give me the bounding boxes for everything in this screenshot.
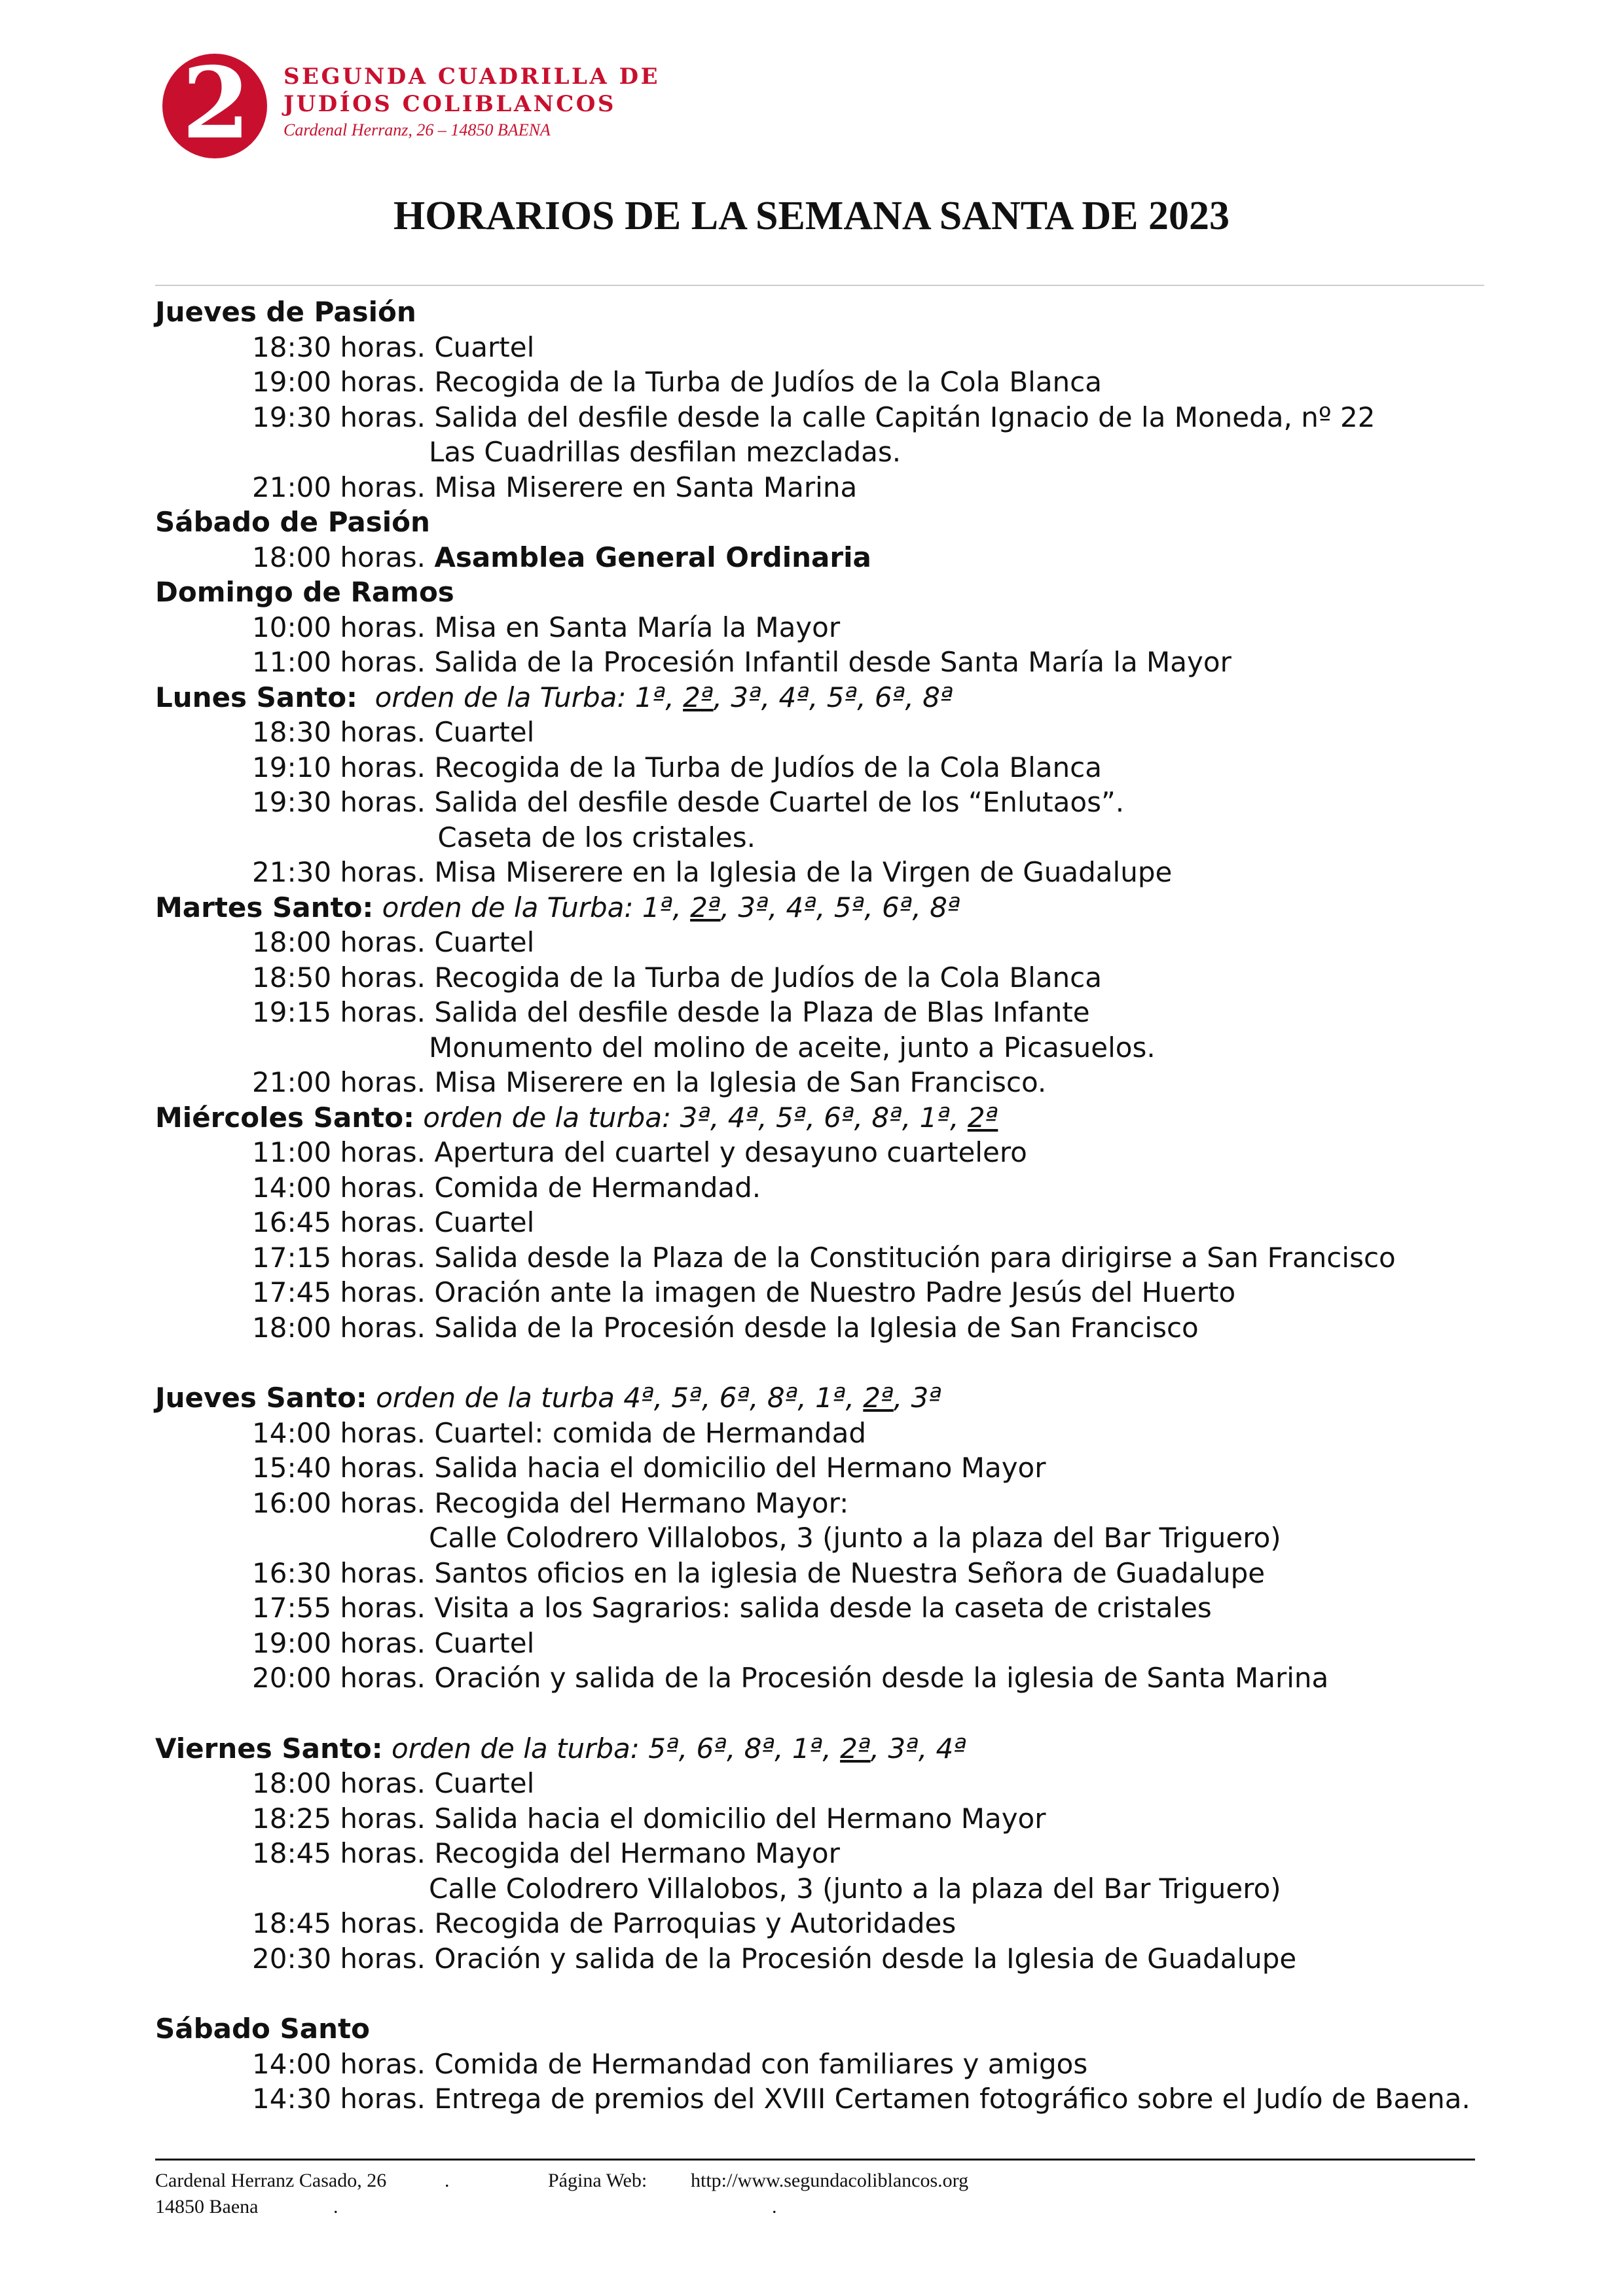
day-block	[155, 575, 1530, 680]
event-row	[155, 1556, 1530, 1591]
event-time: 19:30 horas.	[252, 786, 426, 818]
footer-web-label: Página Web:	[548, 2170, 647, 2191]
event-row	[155, 1486, 1530, 1521]
event-row	[155, 995, 1530, 1030]
event-description: Recogida de la Turba de Judíos de la Cola Blanca	[434, 961, 1103, 994]
event-time: 17:45 horas.	[252, 1276, 426, 1308]
event-time: 11:00 horas.	[252, 1136, 426, 1168]
event-description: Oración y salida de la Procesión desde la Iglesia de Guadalupe	[434, 1942, 1297, 1975]
event-time: 18:00 horas.	[252, 1311, 426, 1344]
event-row	[155, 1170, 1530, 1206]
turba-order-text: orden de la Turba: 1ª,	[374, 681, 684, 713]
day-name: Jueves Santo:	[155, 1382, 367, 1414]
day-block	[155, 890, 1530, 1100]
day-name: Domingo de Ramos	[155, 576, 454, 608]
event-time: 14:00 horas.	[252, 1416, 426, 1449]
event-time: 14:00 horas.	[252, 1171, 426, 1204]
event-description: Salida del desfile desde la Plaza de Blas Infante	[434, 996, 1090, 1028]
day-heading	[155, 1731, 1530, 1767]
event-time: 14:30 horas.	[252, 2083, 426, 2115]
day-heading	[155, 1380, 1530, 1416]
event-time: 20:30 horas.	[252, 1942, 426, 1975]
event-row	[155, 470, 1530, 505]
day-name: Jueves de Pasión	[155, 296, 416, 328]
event-description: Salida del desfile desde Cuartel de los “Enlutaos”.	[434, 786, 1125, 818]
footer-dot: .	[772, 2196, 777, 2217]
event-description: Comida de Hermandad.	[434, 1171, 761, 1204]
event-row	[155, 1660, 1530, 1696]
schedule	[155, 295, 1530, 2117]
event-row	[155, 960, 1530, 996]
turba-order-text: , 3ª, 4ª, 5ª, 6ª, 8ª	[720, 891, 960, 924]
brotherhood-logo-icon	[161, 52, 268, 160]
event-row	[155, 925, 1530, 960]
event-detail: Las Cuadrillas desfilan mezcladas.	[429, 436, 902, 468]
event-description: Cuartel	[434, 1767, 535, 1799]
event-time: 15:40 horas.	[252, 1452, 426, 1484]
event-description: Recogida del Hermano Mayor:	[434, 1486, 849, 1519]
turba-order-text: orden de la Turba: 1ª,	[382, 891, 691, 924]
event-time: 19:10 horas.	[252, 751, 426, 783]
logo-number: 2	[181, 52, 251, 160]
event-description: Cuartel	[434, 716, 535, 748]
event-time: 11:00 horas.	[252, 646, 426, 678]
turba-order	[392, 1732, 966, 1765]
order-spacer	[414, 1102, 423, 1134]
event-description: Cuartel	[434, 926, 535, 958]
event-row	[155, 1906, 1530, 1941]
footer-address-city: 14850 Baena	[155, 2196, 259, 2217]
turba-order-text: orden de la turba: 5ª, 6ª, 8ª, 1ª,	[391, 1732, 841, 1765]
event-row	[155, 1450, 1530, 1486]
organization-header	[283, 63, 660, 141]
event-row	[155, 2081, 1530, 2117]
event-description: Asamblea General Ordinaria	[434, 541, 871, 573]
event-time: 18:00 horas.	[252, 1767, 426, 1799]
turba-order-text: , 3ª	[893, 1382, 942, 1414]
event-row	[155, 1766, 1530, 1801]
event-time: 18:00 horas.	[252, 926, 426, 958]
event-detail: Caseta de los cristales.	[429, 821, 756, 853]
event-row	[155, 610, 1530, 645]
turba-order-text: , 3ª, 4ª, 5ª, 6ª, 8ª	[713, 681, 953, 713]
event-detail: Calle Colodrero Villalobos, 3 (junto a la plaza del Bar Triguero)	[429, 1872, 1281, 1905]
event-time: 19:00 horas.	[252, 366, 426, 398]
turba-order	[376, 1382, 941, 1414]
event-description: Cuartel	[434, 331, 535, 363]
day-name: Viernes Santo:	[155, 1732, 383, 1765]
event-time: 21:00 horas.	[252, 471, 426, 503]
event-row	[155, 785, 1530, 820]
order-spacer	[383, 1732, 392, 1765]
event-description: Santos oficios en la iglesia de Nuestra Señora de Guadalupe	[434, 1556, 1266, 1589]
day-heading	[155, 505, 1530, 540]
event-row	[155, 1310, 1530, 1346]
event-time: 20:00 horas.	[252, 1662, 426, 1694]
day-heading	[155, 680, 1530, 715]
event-time: 21:00 horas.	[252, 1066, 426, 1098]
event-description: Recogida de Parroquias y Autoridades	[434, 1907, 957, 1939]
event-time: 18:30 horas.	[252, 716, 426, 748]
day-name: Sábado Santo	[155, 2013, 370, 2045]
order-spacer	[367, 1382, 376, 1414]
event-description: Salida hacia el domicilio del Hermano Mayor	[434, 1802, 1046, 1835]
event-description: Salida de la Procesión desde la Iglesia de San Francisco	[434, 1311, 1199, 1344]
event-description: Salida hacia el domicilio del Hermano Mayor	[434, 1452, 1046, 1484]
day-block	[155, 505, 1530, 575]
event-row	[155, 715, 1530, 750]
event-time: 21:30 horas.	[252, 856, 426, 888]
turba-order-highlight: 2ª	[863, 1382, 894, 1414]
turba-order-text: orden de la turba 4ª, 5ª, 6ª, 8ª, 1ª,	[376, 1382, 864, 1414]
day-block	[155, 2011, 1530, 2117]
day-block	[155, 1380, 1530, 1696]
event-description: Cuartel	[434, 1626, 535, 1659]
turba-order-highlight: 2ª	[683, 681, 714, 713]
event-detail: Calle Colodrero Villalobos, 3 (junto a la plaza del Bar Triguero)	[429, 1522, 1281, 1554]
event-description: Comida de Hermandad con familiares y amigos	[434, 2047, 1088, 2080]
event-row	[155, 2047, 1530, 2082]
footer-dot: .	[333, 2196, 338, 2217]
footer-web-link[interactable]: http://www.segundacoliblancos.org	[691, 2170, 969, 2191]
event-description: Misa Miserere en la Iglesia de San Francisco.	[434, 1066, 1047, 1098]
event-description: Apertura del cuartel y desayuno cuartelero	[434, 1136, 1027, 1168]
event-row	[155, 1205, 1530, 1240]
order-spacer	[373, 891, 382, 924]
day-heading	[155, 2011, 1530, 2047]
event-row	[155, 855, 1530, 890]
footer-dot: .	[445, 2170, 450, 2191]
turba-order	[382, 891, 960, 924]
event-description: Misa Miserere en Santa Marina	[434, 471, 858, 503]
turba-order	[423, 1102, 998, 1134]
title-divider	[155, 285, 1484, 286]
event-description: Visita a los Sagrarios: salida desde la caseta de cristales	[434, 1592, 1212, 1624]
event-time: 18:45 horas.	[252, 1907, 426, 1939]
event-description: Salida del desfile desde la calle Capitán Ignacio de la Moneda, nº 22	[434, 401, 1376, 433]
event-time: 18:50 horas.	[252, 961, 426, 994]
event-description: Cuartel: comida de Hermandad	[434, 1416, 866, 1449]
day-name: Martes Santo:	[155, 891, 374, 924]
event-description: Recogida del Hermano Mayor	[434, 1837, 840, 1869]
event-time: 17:55 horas.	[252, 1592, 426, 1624]
event-row	[155, 540, 1530, 575]
event-description: Recogida de la Turba de Judíos de la Cola Blanca	[434, 366, 1103, 398]
footer-address-street: Cardenal Herranz Casado, 26	[155, 2170, 387, 2191]
event-time: 18:45 horas.	[252, 1837, 426, 1869]
turba-order-text: orden de la turba: 3ª, 4ª, 5ª, 6ª, 8ª, 1ª,	[423, 1101, 968, 1134]
day-heading	[155, 295, 1530, 330]
footer-divider	[155, 2159, 1475, 2161]
org-address: Cardenal Herranz, 26 – 14850 BAENA	[283, 120, 551, 139]
event-row	[155, 1240, 1530, 1276]
event-description: Entrega de premios del XVIII Certamen fotográfico sobre el Judío de Baena.	[434, 2083, 1470, 2115]
event-description: Cuartel	[434, 1206, 535, 1238]
event-row	[155, 365, 1530, 400]
event-time: 16:45 horas.	[252, 1206, 426, 1238]
event-row	[155, 1135, 1530, 1170]
event-time: 19:00 horas.	[252, 1626, 426, 1659]
event-description: Oración y salida de la Procesión desde la iglesia de Santa Marina	[434, 1662, 1329, 1694]
event-time: 19:15 horas.	[252, 996, 426, 1028]
day-name: Miércoles Santo:	[155, 1101, 414, 1134]
turba-order-highlight: 2ª	[840, 1732, 871, 1765]
event-description: Misa en Santa María la Mayor	[434, 611, 841, 643]
event-row	[155, 645, 1530, 680]
day-block	[155, 1731, 1530, 1977]
event-time: 14:00 horas.	[252, 2047, 426, 2080]
day-heading	[155, 575, 1530, 610]
event-row	[155, 1801, 1530, 1837]
turba-order-highlight: 2ª	[690, 891, 721, 924]
event-description: Salida desde la Plaza de la Constitución para dirigirse a San Francisco	[434, 1241, 1396, 1274]
event-row	[155, 400, 1530, 435]
page-title: HORARIOS DE LA SEMANA SANTA DE 2023	[393, 194, 1230, 238]
event-time: 17:15 horas.	[252, 1241, 426, 1274]
day-name: Sábado de Pasión	[155, 506, 430, 538]
event-description: Misa Miserere en la Iglesia de la Virgen de Guadalupe	[434, 856, 1173, 888]
event-row	[155, 1836, 1530, 1871]
day-block	[155, 680, 1530, 890]
org-name-line1: SEGUNDA CUADRILLA DE	[283, 63, 661, 90]
event-row	[155, 330, 1530, 365]
event-time: 18:25 horas.	[252, 1802, 426, 1835]
event-detail: Monumento del molino de aceite, junto a Picasuelos.	[429, 1031, 1156, 1064]
turba-order	[375, 681, 953, 713]
event-description: Oración ante la imagen de Nuestro Padre Jesús del Huerto	[434, 1276, 1236, 1308]
event-time: 18:00 horas.	[252, 541, 426, 573]
event-row	[155, 1626, 1530, 1661]
event-row	[155, 1941, 1530, 1977]
day-name: Lunes Santo:	[155, 681, 357, 713]
event-time: 16:00 horas.	[252, 1486, 426, 1519]
event-time: 16:30 horas.	[252, 1556, 426, 1589]
event-time: 18:30 horas.	[252, 331, 426, 363]
event-row	[155, 1275, 1530, 1310]
day-block	[155, 1100, 1530, 1346]
event-description: Salida de la Procesión Infantil desde Santa María la Mayor	[434, 646, 1231, 678]
event-time: 19:30 horas.	[252, 401, 426, 433]
day-block	[155, 295, 1530, 505]
event-time: 10:00 horas.	[252, 611, 426, 643]
event-row	[155, 750, 1530, 785]
turba-order-highlight: 2ª	[967, 1101, 998, 1134]
event-row	[155, 1590, 1530, 1626]
event-row	[155, 1065, 1530, 1100]
day-heading	[155, 1100, 1530, 1136]
turba-order-text: , 3ª, 4ª	[870, 1732, 967, 1765]
order-spacer	[357, 681, 375, 713]
event-description: Recogida de la Turba de Judíos de la Cola Blanca	[434, 751, 1103, 783]
day-heading	[155, 890, 1530, 925]
event-row	[155, 1416, 1530, 1451]
org-name-line2: JUDÍOS COLIBLANCOS	[283, 91, 616, 117]
